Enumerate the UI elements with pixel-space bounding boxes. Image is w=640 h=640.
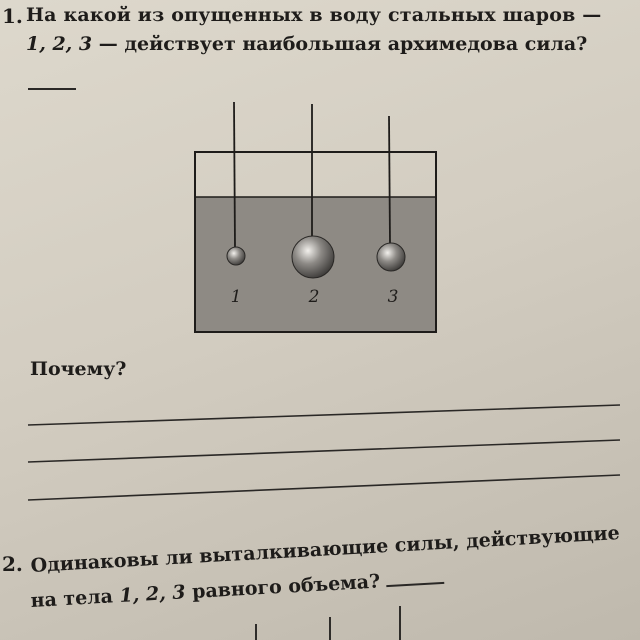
- question-2-text-end: равного объема?: [184, 570, 381, 604]
- question-2-text-start: на тела: [30, 585, 121, 612]
- question-2-body-numbers: 1, 2, 3: [118, 581, 187, 607]
- question-1-ball-numbers: 1, 2, 3: [26, 33, 93, 55]
- ball-label-3: 3: [387, 287, 399, 307]
- question-2-number: 2.: [2, 552, 23, 576]
- ball-label-1: 1: [230, 287, 242, 307]
- question-1-number: 1.: [2, 4, 23, 28]
- question-2-text-line1: Одинаковы ли выталкивающие силы, действующие: [30, 522, 621, 577]
- question-1-text-rest: — действует наибольшая архимедова сила?: [92, 33, 588, 55]
- ball-label-2: 2: [308, 287, 320, 307]
- question-1-text-line1: На какой из опущенных в воду стальных шаров —: [26, 4, 602, 26]
- why-prompt: Почему?: [30, 358, 127, 380]
